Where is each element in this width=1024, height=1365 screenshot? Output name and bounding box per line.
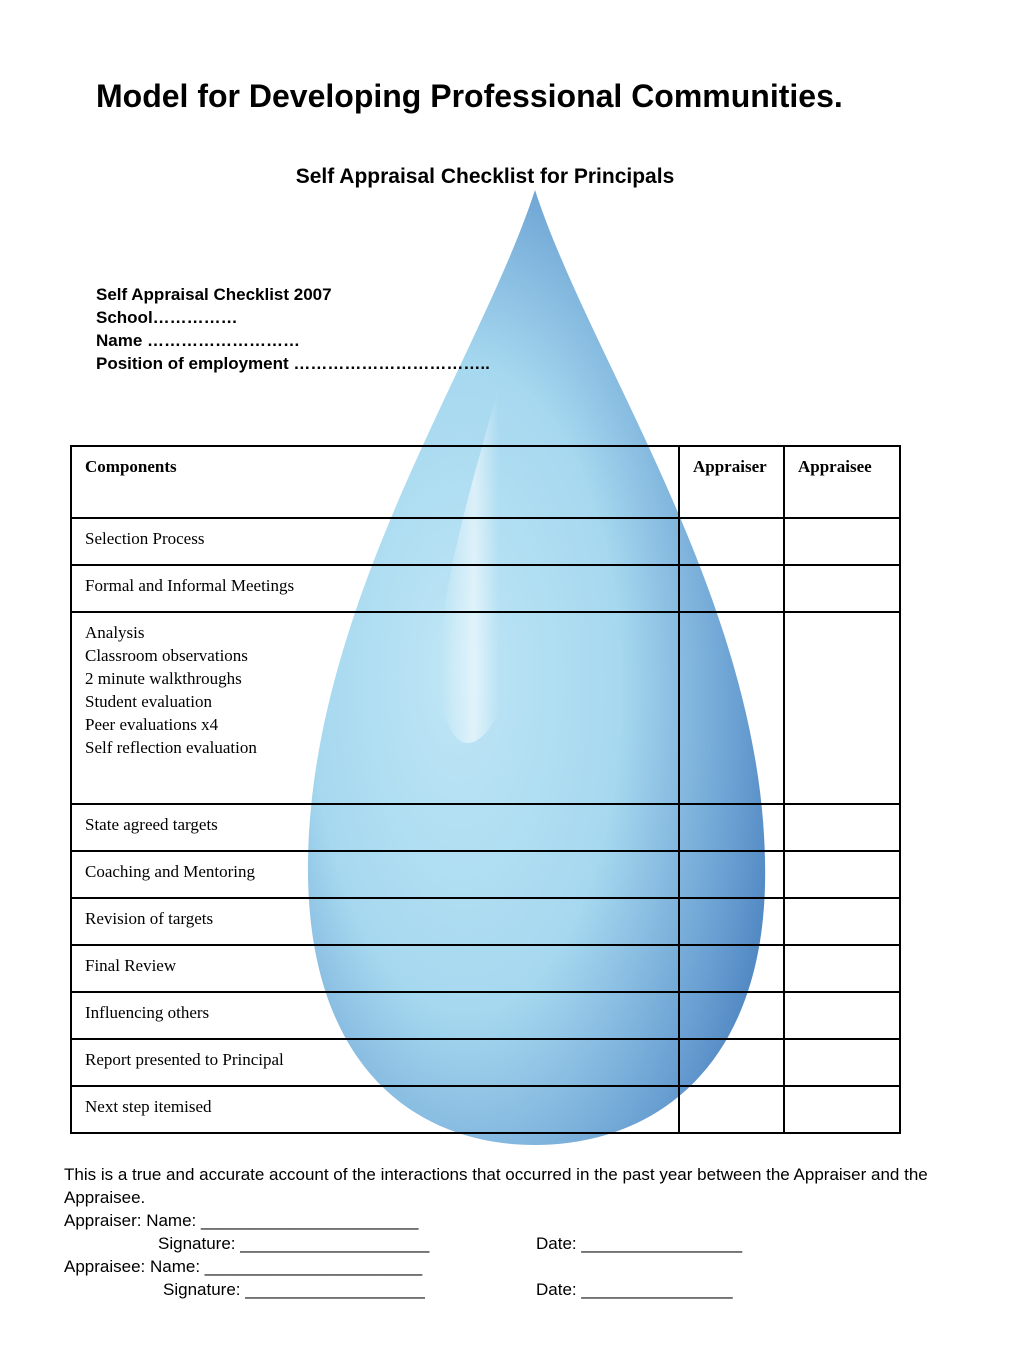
component-label: Peer evaluations x4 [85, 715, 219, 734]
header-appraisee: Appraisee [784, 446, 900, 518]
appraisee-date-field[interactable]: Date: ________________ [536, 1280, 733, 1299]
appraisee-cell[interactable] [784, 612, 900, 804]
checklist-row [71, 612, 900, 804]
form-info [96, 283, 490, 375]
checklist-row [71, 992, 900, 1039]
component-cell [71, 992, 679, 1039]
appraiser-cell[interactable] [679, 1039, 784, 1086]
appraiser-signature-line [64, 1232, 964, 1255]
checklist-row [71, 1086, 900, 1133]
component-cell [71, 851, 679, 898]
position-field[interactable]: Position of employment …………………………….. [96, 354, 490, 373]
component-cell [71, 518, 679, 565]
component-label: State agreed targets [85, 815, 218, 834]
checklist-row [71, 804, 900, 851]
checklist-year-label: Self Appraisal Checklist 2007 [96, 285, 332, 304]
component-cell [71, 804, 679, 851]
component-cell [71, 1086, 679, 1133]
page-title: Model for Developing Professional Communities. [96, 78, 843, 114]
appraiser-cell[interactable] [679, 992, 784, 1039]
appraiser-cell[interactable] [679, 898, 784, 945]
checklist-body [71, 518, 900, 1133]
appraiser-signature-field[interactable]: Signature: ____________________ [158, 1234, 430, 1253]
appraisee-cell[interactable] [784, 804, 900, 851]
appraisee-cell[interactable] [784, 518, 900, 565]
checklist-row [71, 565, 900, 612]
appraiser-name-field[interactable]: Appraiser: Name: _______________________ [64, 1211, 419, 1230]
appraiser-cell[interactable] [679, 612, 784, 804]
appraisee-cell[interactable] [784, 851, 900, 898]
component-label: Classroom observations [85, 646, 248, 665]
component-label: Self reflection evaluation [85, 738, 257, 757]
appraiser-cell[interactable] [679, 804, 784, 851]
checklist-row [71, 518, 900, 565]
appraisee-signature-line [64, 1278, 964, 1301]
appraisee-cell[interactable] [784, 945, 900, 992]
component-cell [71, 1039, 679, 1086]
appraisee-cell[interactable] [784, 565, 900, 612]
checklist-row [71, 945, 900, 992]
component-label: Coaching and Mentoring [85, 862, 255, 881]
component-label: Student evaluation [85, 692, 213, 711]
appraisee-name-field[interactable]: Appraisee: Name: _______________________ [64, 1257, 423, 1276]
appraiser-cell[interactable] [679, 518, 784, 565]
appraisee-cell[interactable] [784, 992, 900, 1039]
certification-statement: This is a true and accurate account of the interactions that occurred in the past year between the Appraiser and the Appraisee. [64, 1165, 928, 1207]
checklist-row [71, 898, 900, 945]
component-label: Formal and Informal Meetings [85, 576, 295, 595]
appraisee-cell[interactable] [784, 1086, 900, 1133]
component-label: 2 minute walkthroughs [85, 669, 242, 688]
school-field[interactable]: School…………… [96, 308, 238, 327]
component-cell [71, 612, 679, 804]
component-label: Final Review [85, 956, 177, 975]
appraisee-signature-field[interactable]: Signature: ___________________ [163, 1280, 425, 1299]
component-label: Influencing others [85, 1003, 210, 1022]
appraisee-cell[interactable] [784, 898, 900, 945]
appraisee-cell[interactable] [784, 1039, 900, 1086]
component-cell [71, 945, 679, 992]
appraiser-date-field[interactable]: Date: _________________ [536, 1234, 743, 1253]
certification-footer [64, 1163, 964, 1301]
header-appraiser: Appraiser [679, 446, 784, 518]
appraiser-cell[interactable] [679, 1086, 784, 1133]
header-components: Components [71, 446, 679, 518]
component-label: Report presented to Principal [85, 1050, 284, 1069]
checklist-table [70, 445, 901, 1134]
component-label: Selection Process [85, 529, 205, 548]
appraisee-name-line[interactable] [64, 1255, 964, 1278]
component-label: Analysis [85, 623, 145, 642]
appraiser-cell[interactable] [679, 945, 784, 992]
checklist-row [71, 851, 900, 898]
page-subtitle: Self Appraisal Checklist for Principals [295, 165, 675, 188]
component-cell [71, 898, 679, 945]
checklist-row [71, 1039, 900, 1086]
appraiser-cell[interactable] [679, 565, 784, 612]
name-field[interactable]: Name ……………………… [96, 331, 301, 350]
component-cell [71, 565, 679, 612]
appraiser-cell[interactable] [679, 851, 784, 898]
appraiser-name-line[interactable] [64, 1209, 964, 1232]
component-label: Revision of targets [85, 909, 214, 928]
component-label: Next step itemised [85, 1097, 212, 1116]
